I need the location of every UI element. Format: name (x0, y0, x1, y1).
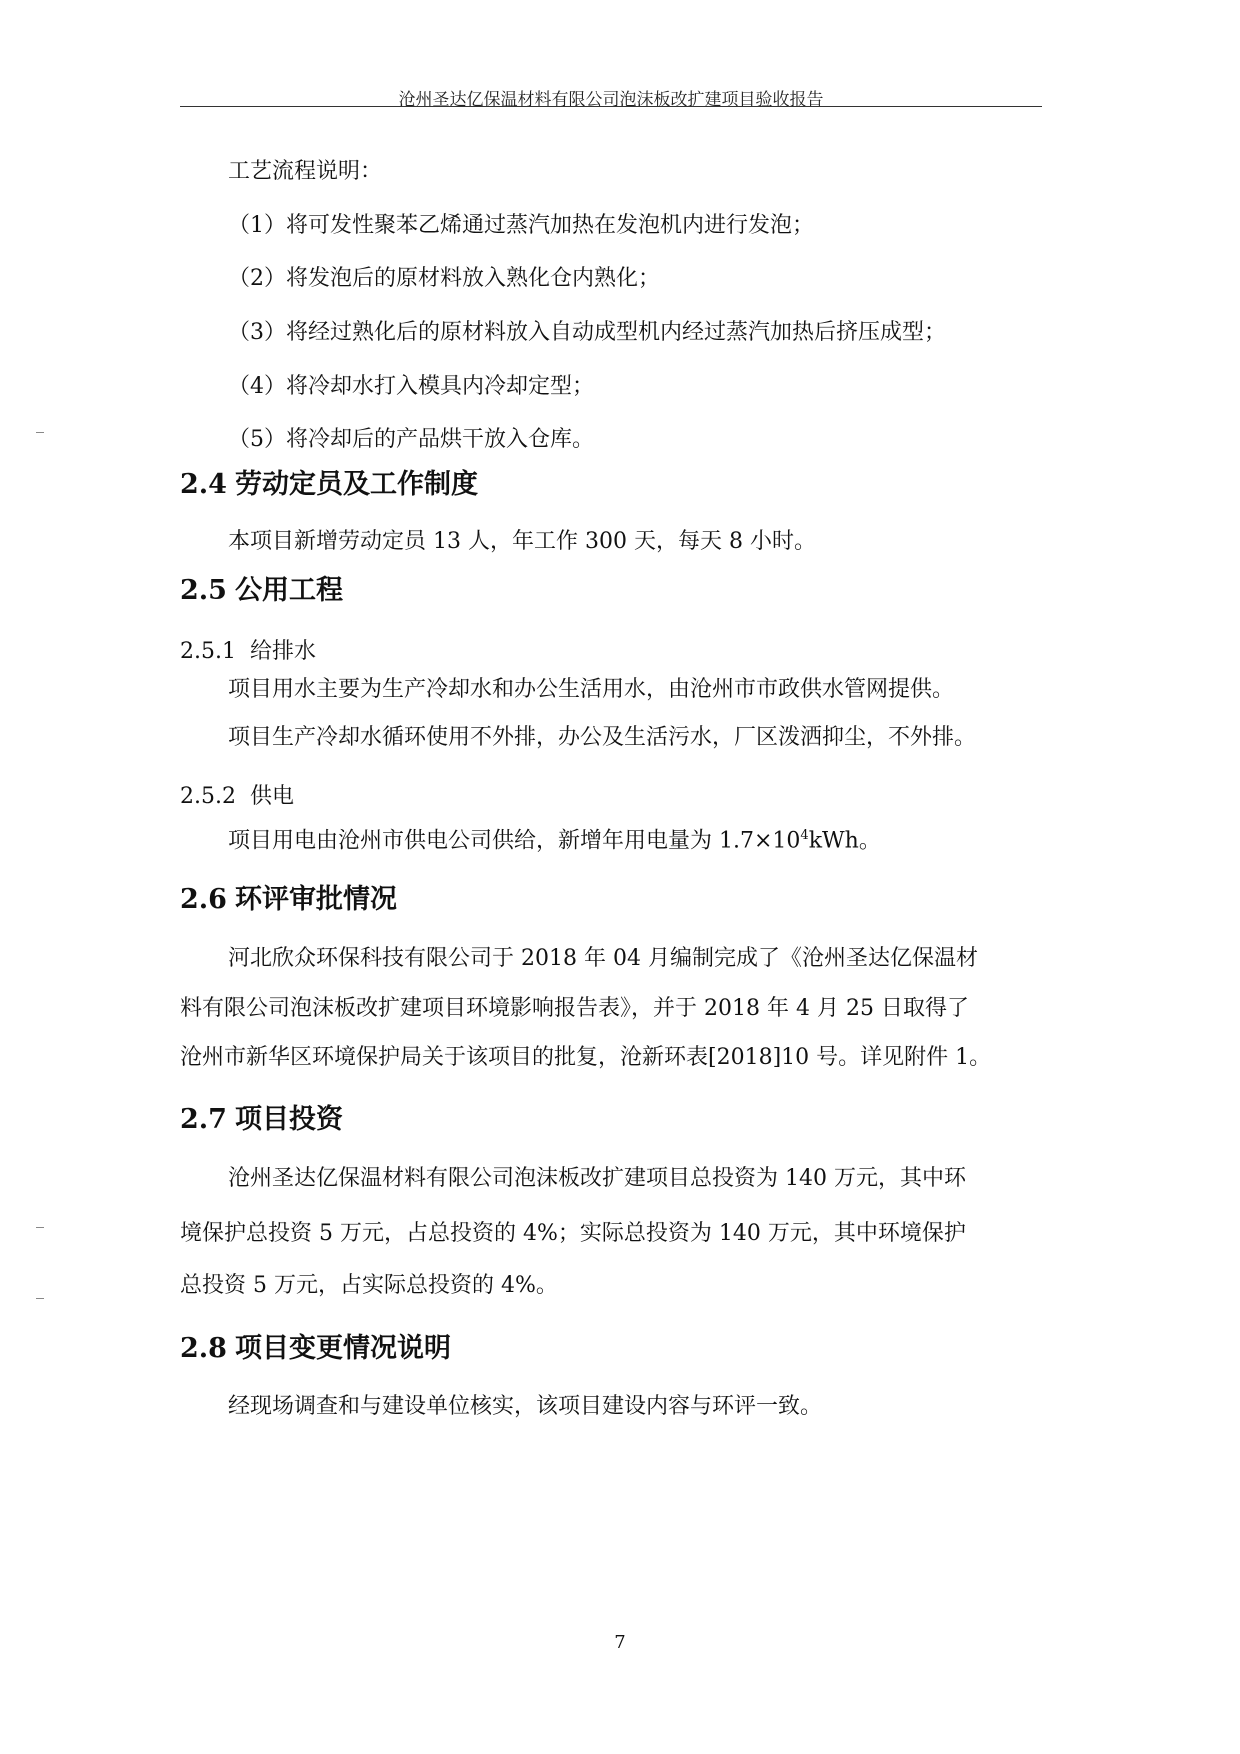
section-heading-2-8 (180, 1326, 451, 1365)
s251-p1: 项目用水主要为生产冷却水和办公生活用水，由沧州市市政供水管网提供。 (228, 677, 955, 702)
subsection-number: 2.5.2 (180, 784, 236, 809)
section-title: 环评审批情况 (235, 884, 397, 915)
section-title: 项目变更情况说明 (235, 1333, 451, 1364)
s27-line-2: 境保护总投资 5 万元，占总投资的 4%；实际总投资为 140 万元，其中环境保护 (180, 1221, 966, 1246)
s26-line-2: 料有限公司泡沫板改扩建项目环境影响报告表》，并于 2018 年 4 月 25 日取得了 (180, 996, 969, 1021)
subsection-title: 供电 (250, 784, 295, 809)
header-rule (180, 106, 1042, 107)
process-step-2: （2）将发泡后的原材料放入熟化仓内熟化； (228, 266, 660, 291)
section-number: 2.4 (180, 469, 227, 500)
process-step-4: （4）将冷却水打入模具内冷却定型； (228, 374, 594, 399)
section-heading-2-5 (180, 568, 343, 607)
process-step-3: （3）将经过熟化后的原材料放入自动成型机内经过蒸汽加热后挤压成型； (228, 320, 946, 345)
section-heading-2-4 (180, 462, 478, 501)
s27-line-1: 沧州圣达亿保温材料有限公司泡沫板改扩建项目总投资为 140 万元，其中环 (228, 1166, 966, 1191)
scan-speck (36, 1298, 44, 1299)
process-step-5: （5）将冷却后的产品烘干放入仓库。 (228, 427, 594, 452)
page-number: 7 (614, 1632, 626, 1653)
s26-line-1: 河北欣众环保科技有限公司于 2018 年 04 月编制完成了《沧州圣达亿保温材 (228, 946, 978, 971)
s252-p1-unit: kWh。 (808, 828, 881, 854)
s252-p1 (228, 821, 881, 856)
s252-p1-text: 项目用电由沧州市供电公司供给，新增年用电量为 1.7×10 (228, 828, 801, 854)
s26-line-3: 沧州市新华区环境保护局关于该项目的批复，沧新环表[2018]10 号。详见附件 1。 (180, 1045, 992, 1070)
section-title: 劳动定员及工作制度 (235, 469, 478, 500)
section-heading-2-7 (180, 1097, 343, 1136)
section-title: 项目投资 (235, 1104, 343, 1135)
section-title: 公用工程 (235, 575, 343, 606)
s24-body: 本项目新增劳动定员 13 人，年工作 300 天，每天 8 小时。 (228, 529, 816, 554)
section-heading-2-6 (180, 877, 397, 916)
section-number: 2.5 (180, 575, 227, 606)
section-number: 2.6 (180, 884, 227, 915)
subsection-title: 给排水 (250, 639, 317, 664)
subsection-number: 2.5.1 (180, 639, 236, 664)
section-number: 2.8 (180, 1333, 227, 1364)
s27-line-3: 总投资 5 万元，占实际总投资的 4%。 (180, 1273, 558, 1298)
running-header: 沧州圣达亿保温材料有限公司泡沫板改扩建项目验收报告 (398, 90, 824, 110)
subsection-heading-2-5-1 (180, 634, 316, 665)
scan-speck (36, 432, 44, 433)
s252-p1-exponent: 4 (800, 828, 809, 843)
scan-speck (36, 1227, 44, 1228)
process-title: 工艺流程说明： (228, 159, 383, 184)
subsection-heading-2-5-2 (180, 779, 294, 810)
section-number: 2.7 (180, 1104, 227, 1135)
s251-p2: 项目生产冷却水循环使用不外排，办公及生活污水，厂区泼洒抑尘，不外排。 (228, 725, 977, 750)
process-step-1: （1）将可发性聚苯乙烯通过蒸汽加热在发泡机内进行发泡； (228, 213, 814, 238)
s28-body: 经现场调查和与建设单位核实，该项目建设内容与环评一致。 (228, 1394, 823, 1419)
